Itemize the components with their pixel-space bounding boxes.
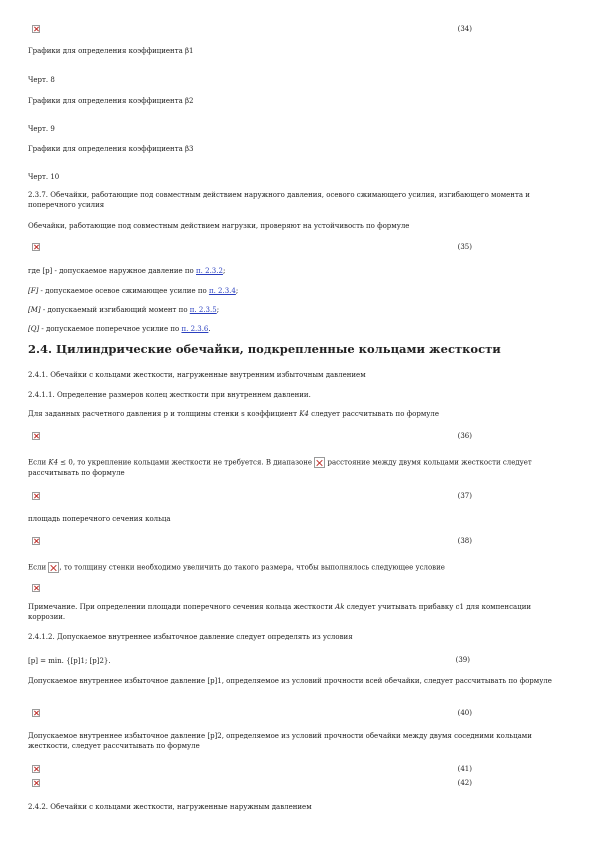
link-2-3-2[interactable]: п. 2.3.2 xyxy=(196,267,223,275)
broken-image-icon xyxy=(32,243,40,251)
broken-image-icon xyxy=(32,432,40,440)
equation-number: (38) xyxy=(457,537,472,545)
section-heading: 2.4. Цилиндрические обечайки, подкрепленные кольцами жесткости xyxy=(28,342,501,356)
note: Примечание. При определении площади поперечного сечения кольца жесткости Ak следует учитывать прибавку c1 для компенсации коррозии. xyxy=(28,603,532,621)
link-2-3-6[interactable]: п. 2.3.6 xyxy=(181,325,209,333)
figure-caption: Графики для определения коэффициента β2 xyxy=(28,97,194,105)
paragraph-2-4-2: 2.4.2. Обечайки с кольцами жесткости, нагруженные наружным давлением xyxy=(28,803,312,811)
equation-number: (40) xyxy=(457,709,472,717)
equation-number: (35) xyxy=(457,243,472,251)
paragraph: Допускаемое внутреннее избыточное давление [p]1, определяемое из условий прочности всей обечайки, следует рассчитывать по формуле xyxy=(28,677,552,685)
broken-image-icon xyxy=(32,765,40,773)
paragraph-2-4-1-1: 2.4.1.1. Определение размеров колец жесткости при внутреннем давлении. xyxy=(28,391,311,399)
definition-F: [F] - допускаемое осевое сжимающее усилие по п. 2.3.4; xyxy=(28,287,239,295)
figure-label: Черт. 10 xyxy=(28,173,60,181)
equation-number: (39) xyxy=(455,656,470,664)
paragraph: Для заданных расчетного давления р и толщины стенки s коэффициент K4 следует рассчитывать по формуле xyxy=(28,410,439,418)
definition-M: [M] - допускаемый изгибающий момент по п. 2.3.5; xyxy=(28,306,220,314)
figure-label: Черт. 9 xyxy=(28,125,55,133)
equation-number: (36) xyxy=(457,432,472,440)
paragraph: Если , то толщину стенки необходимо увеличить до такого размера, чтобы выполнялось следующее условие xyxy=(28,563,445,572)
figure-caption: Графики для определения коэффициента β1 xyxy=(28,47,194,55)
equation-number: (34) xyxy=(457,25,472,33)
paragraph-2-4-1: 2.4.1. Обечайки с кольцами жесткости, нагруженные внутренним избыточным давлением xyxy=(28,371,366,379)
paragraph-2-3-7: 2.3.7. Обечайки, работающие под совместным действием наружного давления, осевого сжимающего усилия, изгибающего момента и поперечного усилия xyxy=(28,191,530,209)
broken-image-icon xyxy=(314,457,325,468)
equation-number: (41) xyxy=(457,765,472,773)
broken-image-icon xyxy=(32,709,40,717)
equation-number: (37) xyxy=(457,492,472,500)
paragraph-2-4-1-2: 2.4.1.2. Допускаемое внутреннее избыточное давление следует определять из условия xyxy=(28,633,353,641)
broken-image-icon xyxy=(32,584,40,592)
equation-number: (42) xyxy=(457,779,472,787)
broken-image-icon xyxy=(32,537,40,545)
broken-image-icon xyxy=(32,492,40,500)
figure-label: Черт. 8 xyxy=(28,76,55,84)
definition-p: где [p] - допускаемое наружное давление по п. 2.3.2; xyxy=(28,267,226,275)
figure-caption: Графики для определения коэффициента β3 xyxy=(28,145,194,153)
paragraph: Если K4 ≤ 0, то укрепление кольцами жесткости не требуется. В диапазоне расстояние между двумя кольцами жесткости следует рассчитывать по формуле xyxy=(28,458,532,477)
paragraph: площадь поперечного сечения кольца xyxy=(28,515,171,523)
broken-image-icon xyxy=(32,25,40,33)
link-2-3-4[interactable]: п. 2.3.4 xyxy=(208,287,236,295)
broken-image-icon xyxy=(32,779,40,787)
formula-39: [p] = min. {[p]1; [p]2}. xyxy=(28,657,111,665)
broken-image-icon xyxy=(48,562,59,573)
paragraph: Допускаемое внутреннее избыточное давление [p]2, определяемое из условий прочности обечайки между двумя соседними кольцами жесткости, следует рассчитывать по формуле xyxy=(28,732,532,750)
paragraph: Обечайки, работающие под совместным действием нагрузки, проверяют на устойчивость по формуле xyxy=(28,222,410,230)
link-2-3-5[interactable]: п. 2.3.5 xyxy=(189,306,217,314)
definition-Q: [Q] - допускаемое поперечное усилие по п. 2.3.6. xyxy=(28,325,211,333)
